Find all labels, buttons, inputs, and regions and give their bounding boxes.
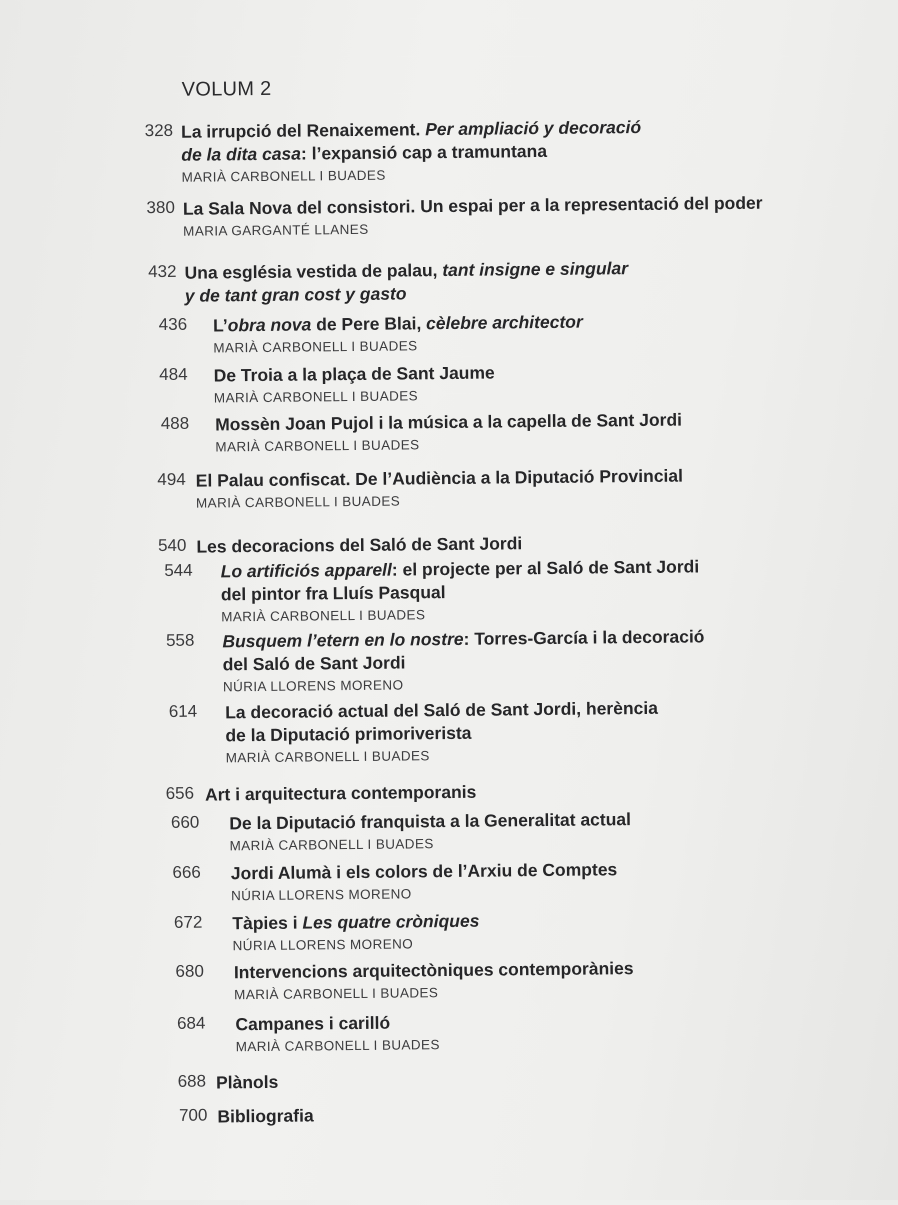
entry-author: MARIÀ CARBONELL I BUADES	[195, 493, 401, 511]
page-number: 488	[160, 413, 190, 434]
toc-entry	[170, 808, 632, 854]
entry-title: De la Diputació franquista a la Generalitat actual	[229, 809, 632, 834]
entry-title: Una església vestida de palau, tant insigne e singular y de tant gran cost y gasto	[184, 258, 629, 306]
page-number: 432	[148, 261, 177, 282]
page-number: 380	[146, 197, 175, 218]
entry-author: MARIÀ CARBONELL I BUADES	[213, 388, 419, 406]
toc-entry	[173, 910, 480, 954]
page-number: 558	[165, 630, 195, 650]
page-number: 484	[159, 364, 188, 385]
page-number: 666	[172, 862, 201, 882]
entry-title: Mossèn Joan Pujol i la música a la capella de Sant Jordi	[215, 409, 683, 435]
entry-title: Art i arquitectura contemporanis	[204, 781, 477, 805]
entry-title: Les decoracions del Saló de Sant Jordi	[196, 533, 523, 557]
entry-title: La Sala Nova del consistori. Un espai per a la representació del poder	[182, 192, 763, 219]
toc-entry	[165, 781, 477, 807]
entry-title: El Palau confiscat. De l’Audiència a la Diputació Provincial	[195, 465, 684, 491]
toc-entry	[165, 625, 705, 695]
toc-entry	[159, 362, 496, 406]
entry-title: L’obra nova de Pere Blai, cèlebre architector	[213, 311, 583, 336]
toc-entry	[175, 957, 634, 1003]
entry-title: La decoració actual del Saló de Sant Jordi, herència de la Diputació primoriverista	[225, 697, 659, 746]
page-number: 614	[168, 701, 198, 721]
toc-entry	[172, 858, 618, 904]
page-number: 436	[158, 314, 188, 335]
page-number: 540	[157, 535, 187, 556]
toc-entry	[146, 192, 763, 239]
toc-entry	[144, 116, 642, 185]
entry-title: Bibliografia	[217, 1105, 314, 1127]
volume-heading: VOLUM 2	[181, 77, 272, 101]
toc-entry	[158, 311, 583, 356]
page-number: 544	[164, 560, 193, 580]
page-number: 328	[144, 120, 174, 141]
entry-author: NÚRIA LLORENS MORENO	[222, 677, 404, 695]
page-number: 680	[175, 961, 204, 981]
page-number: 672	[173, 912, 203, 932]
entry-title: Lo artificiós apparell: el projecte per al Saló de Sant Jordi del pintor fra Lluís Pasqual	[220, 556, 700, 605]
entry-title: Campanes i carilló	[235, 1012, 391, 1035]
toc-entry	[157, 465, 684, 511]
entry-author: MARIÀ CARBONELL I BUADES	[213, 338, 418, 356]
page-number: 656	[165, 783, 195, 803]
page-number: 700	[178, 1105, 208, 1125]
entry-author: MARIA GARGANTÉ LLANES	[183, 221, 369, 239]
toc-entry	[168, 697, 659, 766]
toc-entry	[160, 409, 683, 455]
toc-entry	[148, 257, 629, 308]
entry-author: MARIÀ CARBONELL I BUADES	[235, 1037, 440, 1055]
entry-title: Intervencions arquitectòniques contemporànies	[233, 958, 634, 983]
toc-entry	[178, 1104, 314, 1128]
entry-author: MARIÀ CARBONELL I BUADES	[234, 985, 439, 1003]
entry-author: MARIÀ CARBONELL I BUADES	[215, 437, 420, 455]
entry-author: NÚRIA LLORENS MORENO	[231, 886, 412, 904]
page-number: 688	[177, 1071, 207, 1091]
entry-title: Busquem l’etern en lo nostre: Torres-García i la decoració del Saló de Sant Jordi	[222, 626, 705, 675]
entry-title: Jordi Alumà i els colors de l’Arxiu de Comptes	[230, 859, 618, 884]
entry-author: MARIÀ CARBONELL I BUADES	[181, 167, 386, 185]
entry-author: NÚRIA LLORENS MORENO	[232, 936, 414, 954]
entry-author: MARIÀ CARBONELL I BUADES	[229, 836, 434, 854]
entry-title: De Troia a la plaça de Sant Jaume	[213, 362, 495, 386]
entry-title: Tàpies i Les quatre cròniques	[232, 910, 480, 934]
entry-author: MARIÀ CARBONELL I BUADES	[225, 748, 430, 766]
page-number: 684	[176, 1013, 206, 1033]
entry-title: La irrupció del Renaixement. Per ampliació y decoració de la dita casa: l’expansió cap a tramuntana	[180, 116, 642, 165]
entry-title: Plànols	[215, 1071, 279, 1093]
entry-author: MARIÀ CARBONELL I BUADES	[221, 607, 426, 625]
page-number: 660	[170, 812, 200, 832]
toc-entry	[164, 555, 700, 625]
toc-entry	[157, 532, 523, 558]
page-number: 494	[157, 469, 186, 490]
toc-entry	[176, 1011, 440, 1055]
toc-entry	[177, 1071, 279, 1095]
